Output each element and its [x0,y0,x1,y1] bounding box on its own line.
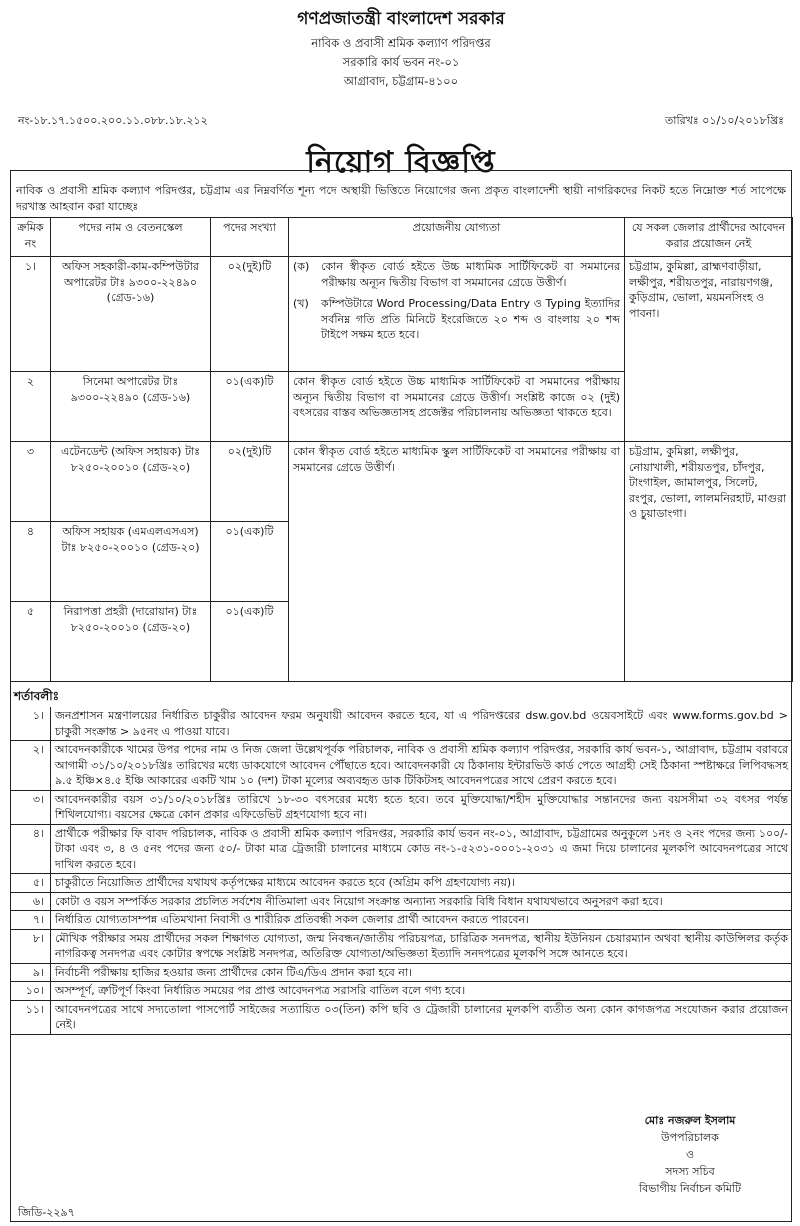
qualification-item [293,259,620,290]
list-item [10,982,792,1001]
row-count: ০২(দুই)টি [211,257,289,372]
col-count: পদের সংখ্যা [211,218,289,257]
list-item [10,874,792,893]
intro-paragraph: নাবিক ও প্রবাসী শ্রমিক কল্যাণ পরিদপ্তর, চট্টগ্রাম এর নিম্নবর্ণিত শূন্য পদে অস্থায়ী ভিত্তিতে নিয়োগের জন্য প্রকৃত বাংলাদেশী স্থায়ী নাগরিকদের নিকট হতে নিম্নোক্ত শর্ত সাপেক্ষে দরখাস্ত আহবান করা যাচ্ছেঃ [16,184,786,213]
term-number: ১১। [10,1000,51,1034]
row-serial: ৪ [11,522,51,602]
terms-heading: শর্তাবলীঃ [14,689,60,703]
term-number: ১। [10,707,51,741]
list-item [10,790,792,824]
office-name: নাবিক ও প্রবাসী শ্রমিক কল্যাণ পরিদপ্তর [311,36,491,50]
term-number: ৩। [10,790,51,824]
row-serial: ৩ [11,442,51,522]
term-text: মৌখিক পরীক্ষার সময় প্রার্থীদের সকল শিক্ষাগত যোগ্যতা, জন্ম নিবন্ধন/জাতীয় পরিচয়পত্র, চারিত্রিক সনদপত্র, স্থানীয় ইউনিয়ন চেয়ারম্যান অথবা স্থানীয় কাউন্সিলর কর্তৃক নাগরিকত্ব সনদপত্র এবং কোটার স্বপক্ষে সংশ্লিষ্ট সনদপত্র, অতিরিক্ত যোগ্যতা/অভিজ্ঞতা ইত্যাদি সনদপত্রের মূলকপি সঙ্গে আনতে হবে। [51,929,793,963]
term-text: আবেদনপত্রের সাথে সদ্যতোলা পাসপোর্ট সাইজের সত্যায়িত ০৩(তিন) কপি ছবি ও ট্রেজারী চালানের মূলকপি ব্যতীত অন্য কোন কাগজপত্র সংযোজন করার প্রয়োজন নেই। [51,1000,793,1034]
col-qualification: প্রয়োজনীয় যোগ্যতা [289,218,625,257]
row-post: সিনেমা অপারেটর টাঃ ৯৩০০-২২৪৯০ (গ্রেড-১৬) [51,372,211,442]
row-count: ০২(দুই)টি [211,442,289,522]
row-districts: চট্টগ্রাম, কুমিল্লা, ব্রাহ্মণবাড়ীয়া, লক্ষীপুর, শরীয়তপুর, নারায়ণগঞ্জ, কুড়িগ্রাম, ভোলা, ময়মনসিংহ ও পাবনা। [625,257,793,442]
list-item [10,911,792,930]
term-text: চাকুরীতে নিয়োজিত প্রার্থীদের যথাযথ কর্তৃপক্ষের মাধ্যমে আবেদন করতে হবে (অগ্রিম কপি গ্রহণযোগ্য নয়)। [51,874,793,893]
term-text: আবেদনকারীকে খামের উপর পদের নাম ও নিজ জেলা উল্লেখপূর্বক পরিচালক, নাবিক ও প্রবাসী শ্রমিক কল্যাণ পরিদপ্তর, সরকারি কার্য ভবন-১, আগ্রাবাদ, চট্টগ্রাম বরাবরে আগামী ৩১/১০/২০১৮খ্রিঃ তারিখের মধ্যে ডাকযোগে আবেদন পৌঁছাতে হবে। আবেদনকারী যে ঠিকানায় ইন্টারভিউ কার্ড পেতে আগ্রহী সেই ঠিকানা স্পষ্টাক্ষরে লিপিবদ্ধসহ ৯.৫ ইঞ্চি×৪.৫ ইঞ্চি আকারের একটি খাম ১০ (দশ) টাকা মূল্যের অব্যবহৃত ডাক টিকিটসহ আবেদনপত্রের সাথে প্রেরণ করতে হবে। [51,741,793,791]
qualification-key: (খ) [293,297,309,310]
list-item [10,1000,792,1034]
list-item [10,892,792,911]
term-number: ৬। [10,892,51,911]
row-count: ০১(এক)টি [211,522,289,602]
term-number: ৭। [10,911,51,930]
term-text: প্রার্থীকে পরীক্ষার ফি বাবদ পরিচালক, নাবিক ও প্রবাসী শ্রমিক কল্যাণ পরিদপ্তর, সরকারি কার্য ভবন নং-০১, আগ্রাবাদ, চট্টগ্রামের অনুকূলে ১নং ও ২নং পদের জন্য ১০০/- টাকা এবং ৩, ৪ ও ৫নং পদের জন্য ৫০/- টাকা মাত্র ট্রেজারী চালানের মাধ্যমে কোড নং-১-৫২৩১-০০০১-২০৩১ এ জমা দিয়ে চালানের মূলকপি আবেদনপত্রের সাথে দাখিল করতে হবে। [51,824,793,874]
office-address: আগ্রাবাদ, চট্টগ্রাম-৪১০০ [343,74,459,88]
table-row [11,442,793,522]
term-number: ৪। [10,824,51,874]
term-number: ২। [10,741,51,791]
term-number: ৯। [10,963,51,982]
row-qualification [289,257,625,372]
row-post: অফিস সহকারী-কাম-কম্পিউটার অপারেটর টাঃ ৯৩০০-২২৪৯০ (গ্রেড-১৬) [51,257,211,372]
qualification-item [293,296,620,343]
notice-page [10,0,792,1224]
term-text: জনপ্রশাসন মন্ত্রণালয়ের নির্ধারিত চাকুরীর আবেদন ফরম অনুযায়ী আবেদন করতে হবে, যা এ পরিদপ্তরের dsw.gov.bd ওয়েবসাইটে এবং www.forms.gov.bd > চাকুরী সংক্রান্ত > ৯৫নং এ পাওয়া যাবে। [51,707,793,741]
government-name: গণপ্রজাতন্ত্রী বাংলাদেশ সরকার [297,9,505,29]
list-item [10,707,792,741]
list-item [10,824,792,874]
term-text: অসম্পূর্ণ, ত্রুটিপূর্ণ কিংবা নির্ধারিত সময়ের পর প্রাপ্ত আবেদনপত্র সরাসরি বাতিল বলে গণ্য হবে। [51,982,793,1001]
signature-block [600,1112,780,1197]
row-qualification: কোন স্বীকৃত বোর্ড হইতে মাধ্যমিক স্কুল সার্টিফিকেট বা সমমানের পরীক্ষায় বা সমমানের গ্রেডে উত্তীর্ণ। [289,442,625,682]
table-header-row [11,218,793,257]
terms-list [10,707,792,1035]
qualification-text: কোন স্বীকৃত বোর্ড হইতে উচ্চ মাধ্যমিক সার্টিফিকেট বা সমমানের পরীক্ষায় অন্যূন দ্বিতীয় বিভাগ বা সমমানের গ্রেডে উত্তীর্ণ। [321,260,620,289]
list-item [10,963,792,982]
building-name: সরকারি কার্য ভবন নং-০১ [342,55,460,69]
row-count: ০১(এক)টি [211,602,289,682]
table-row [11,257,793,372]
letterhead [10,6,792,91]
qualification-key: (ক) [293,260,310,273]
signatory-designation: উপপরিচালক [661,1131,719,1144]
term-number: ৮। [10,929,51,963]
notice-code: জিডি-২২৯৭ [18,1206,75,1219]
row-districts: চট্টগ্রাম, কুমিল্লা, লক্ষীপুর, নোয়াখালী, শরীয়তপুর, চাঁদপুর, টাংগাইল, জামালপুর, সিলেট, রংপুর, ভোলা, লালমনিরহাট, মাগুরা ও চুয়াডাংগা। [625,442,793,682]
list-item [10,741,792,791]
row-post: অফিস সহায়ক (এমএলএসএস) টাঃ ৮২৫০-২০০১০ (গ্রেড-২০) [51,522,211,602]
term-text: আবেদনকারীর বয়স ৩১/১০/২০১৮খ্রিঃ তারিখে ১৮-৩০ বৎসরের মধ্যে হতে হবে। তবে মুক্তিযোদ্ধা/শহীদ মুক্তিযোদ্ধার সন্তানদের জন্য বয়সসীমা ৩২ বৎসর পর্যন্ত শিথিলযোগ্য। বয়সের ক্ষেত্রে কোন প্রকার এফিডেভিট গ্রহণযোগ্য হবে না। [51,790,793,824]
term-number: ১০। [10,982,51,1001]
term-text: কোটা ও বয়স সম্পর্কিত সরকার প্রচলিত সর্বশেষ নীতিমালা এবং নিয়োগ সংক্রান্ত অন্যান্য সরকারি বিধি বিধান যথাযথভাবে অনুসরণ করা হবে। [51,892,793,911]
memo-ref: নং-১৮.১৭.১৫০০.২০০.১১.০৮৮.১৮.২১২ [18,114,208,127]
col-post: পদের নাম ও বেতনস্কেল [51,218,211,257]
page-title: নিয়োগ বিজ্ঞপ্তি [306,145,496,180]
signatory-conjunction: ও [685,1148,695,1161]
vacancy-table [10,217,793,682]
signatory-name: মোঃ নজরুল ইসলাম [644,1114,736,1127]
row-serial: ৫ [11,602,51,682]
col-serial: ক্রমিক নং [11,218,51,257]
row-qualification: কোন স্বীকৃত বোর্ড হইতে উচ্চ মাধ্যমিক সার্টিফিকেট বা সমমানের পরীক্ষায় অন্যূন দ্বিতীয় বিভাগ বা সমমানের গ্রেডে উত্তীর্ণ। সংশ্লিষ্ট কাজে ০২ (দুই) বৎসরের বাস্তব অভিজ্ঞতাসহ প্রজেক্টর পরিচালনায় অভিজ্ঞতা থাকতে হবে। [289,372,625,442]
signatory-role: সদস্য সচিব [665,1165,715,1178]
row-post: নিরাপত্তা প্রহরী (দারোয়ান) টাঃ ৮২৫০-২০০১০ (গ্রেড-২০) [51,602,211,682]
term-text: নির্ধারিত যোগ্যতাসম্পন্ন এতিমখানা নিবাসী ও শারীরিক প্রতিবন্ধী সকল জেলার প্রার্থী আবেদন করতে পারবেন। [51,911,793,930]
row-count: ০১(এক)টি [211,372,289,442]
term-text: নির্বাচনী পরীক্ষায় হাজির হওয়ার জন্য প্রার্থীদের কোন টিএ/ডিএ প্রদান করা হবে না। [51,963,793,982]
list-item [10,929,792,963]
term-number: ৫। [10,874,51,893]
signatory-committee: বিভাগীয় নির্বাচন কমিটি [638,1182,742,1195]
qualification-text: কম্পিউটারে Word Processing/Data Entry ও Typing ইত্যাদির সর্বনিম্ন গতি প্রতি মিনিটে ইংরেজিতে ২০ শব্দ ও বাংলায় ২০ শব্দ টাইপে সক্ষম হতে হবে। [321,297,620,341]
col-districts: যে সকল জেলার প্রার্থীদের আবেদন করার প্রয়োজন নেই [625,218,793,257]
memo-date: তারিখঃ ০১/১০/২০১৮খ্রিঃ [665,114,784,127]
row-post: এটেনডেন্ট (অফিস সহায়ক) টাঃ ৮২৫০-২০০১০ (গ্রেড-২০) [51,442,211,522]
row-serial: ১। [11,257,51,372]
row-serial: ২ [11,372,51,442]
